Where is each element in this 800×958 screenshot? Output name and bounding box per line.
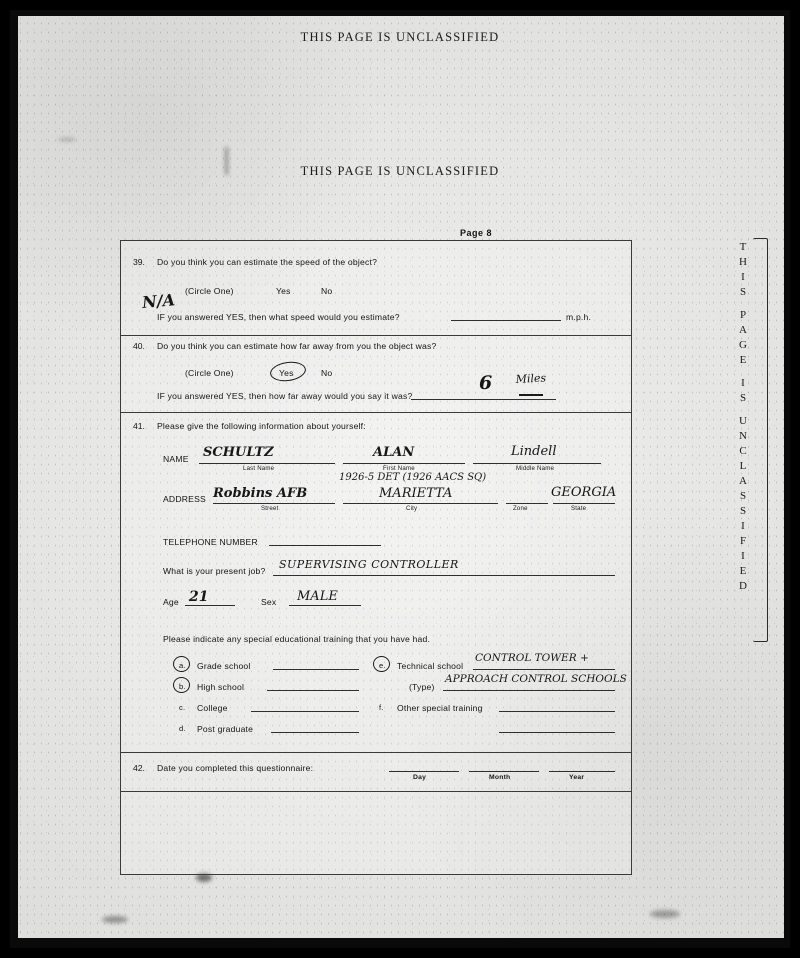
stamp-char: G [739,339,747,351]
q39-followup-text: IF you answered YES, then what speed would you estimate? [157,312,400,322]
stamp-char: D [739,580,747,592]
last-name-caption: Last Name [243,465,275,472]
telephone-label: TELEPHONE NUMBER [163,537,258,547]
questionnaire-form [120,240,632,875]
stamp-char: A [739,324,747,336]
section-divider [121,791,631,792]
q40-answer-value: 6 [479,372,493,394]
sex-line[interactable] [289,605,361,606]
scan-artifact-blob [102,916,128,923]
q42-day-line[interactable] [389,771,459,772]
telephone-line[interactable] [269,545,381,546]
q40-yes-circled-marker [269,360,307,384]
education-f-line[interactable] [499,711,615,712]
education-b-line[interactable] [267,690,359,691]
education-d-key: d. [179,724,186,733]
stamp-char: S [739,286,747,298]
education-e-value: CONTROL TOWER + [475,652,589,664]
state-caption: State [571,505,587,512]
education-e-key: e. [379,661,386,670]
education-a-label: Grade school [197,661,251,671]
scan-artifact-blob [650,910,680,918]
education-d-label: Post graduate [197,724,254,734]
stamp-char: P [739,309,747,321]
stamp-char: E [739,565,747,577]
street-line[interactable] [213,503,335,504]
city-caption: City [406,505,418,512]
q42-text: Date you completed this questionnaire: [157,763,314,773]
education-a-circled-marker [173,656,190,672]
age-line[interactable] [185,605,235,606]
classification-stamp-vertical [732,240,754,594]
street-caption: Street [261,505,279,512]
q40-number: 40. [133,341,145,351]
q41-text: Please give the following information about yourself: [157,421,366,431]
education-e-label: Technical school [397,661,464,671]
frame-edge-bottom [10,938,790,948]
street-value: Robbins AFB [213,486,308,501]
stamp-char: A [739,475,747,487]
first-name-value: ALAN [373,445,415,460]
q39-margin-answer: N/A [141,290,176,312]
frame-edge-left [10,10,18,948]
city-value: MARIETTA [379,486,453,501]
unit-designation-value: 1926-5 DET (1926 AACS SQ) [339,472,487,483]
frame-edge-top [10,10,790,16]
education-b-key: b. [179,682,186,691]
education-type-value: APPROACH CONTROL SCHOOLS [445,673,627,685]
education-f-line-2[interactable] [499,732,615,733]
stamp-char: C [739,445,747,457]
job-line[interactable] [273,575,615,576]
education-f-label: Other special training [397,703,483,713]
state-line[interactable] [553,503,615,504]
page-number-label: Page 8 [460,228,493,238]
q39-number: 39. [133,257,145,267]
q40-no-option[interactable]: No [321,368,333,378]
q40-text: Do you think you can estimate how far away from you the object was? [157,341,437,351]
education-e-line[interactable] [473,669,615,670]
stamp-char: I [741,550,745,562]
q39-yes-option[interactable]: Yes [276,286,291,296]
q42-month-caption: Month [489,774,511,781]
q42-number: 42. [133,763,145,773]
stamp-char: N [739,430,747,442]
q42-day-caption: Day [413,774,427,781]
stamp-char: H [739,256,747,268]
education-d-line[interactable] [271,732,359,733]
stamp-char: L [739,460,747,472]
q41-number: 41. [133,421,145,431]
education-c-label: College [197,703,228,713]
zone-caption: Zone [513,505,528,512]
address-label: ADDRESS [163,494,206,504]
last-name-line[interactable] [199,463,335,464]
city-line[interactable] [343,503,498,504]
education-c-key: c. [179,703,186,712]
sex-label: Sex [261,597,277,607]
q39-circle-one-label: (Circle One) [185,286,234,296]
last-name-value: SCHULTZ [203,445,274,460]
stamp-char: I [741,377,745,389]
q42-year-line[interactable] [549,771,615,772]
classification-header-middle: THIS PAGE IS UNCLASSIFIED [300,164,500,178]
q39-answer-line[interactable] [451,320,561,321]
section-divider [121,412,631,413]
vertical-stamp-bracket [753,238,768,642]
education-c-line[interactable] [251,711,359,712]
section-divider [121,752,631,753]
education-f-key: f. [379,703,384,712]
q40-answer-underline-mark [519,394,543,396]
zone-line[interactable] [506,503,548,504]
education-type-label: (Type) [409,682,435,692]
stamp-char: F [739,535,747,547]
name-label: NAME [163,454,189,464]
classification-header-top: THIS PAGE IS UNCLASSIFIED [300,30,500,44]
q39-unit-label: m.p.h. [566,312,592,322]
q40-answer-unit: Miles [515,371,547,386]
scanned-document-page [10,10,790,948]
middle-name-caption: Middle Name [516,465,555,472]
q39-no-option[interactable]: No [321,286,333,296]
education-b-circled-marker [173,677,190,693]
state-value: GEORGIA [551,485,617,500]
job-label: What is your present job? [163,566,266,576]
education-a-line[interactable] [273,669,359,670]
q42-month-line[interactable] [469,771,539,772]
stamp-char: T [739,241,747,253]
stamp-char: S [739,392,747,404]
stamp-char: I [741,520,745,532]
q40-answer-line[interactable] [411,399,556,400]
sex-value: MALE [297,589,338,604]
middle-name-line[interactable] [473,463,601,464]
stamp-char: E [739,354,747,366]
first-name-line[interactable] [343,463,465,464]
stamp-char: I [741,271,745,283]
q39-text: Do you think you can estimate the speed of the object? [157,257,378,267]
q42-year-caption: Year [569,774,585,781]
q40-followup-text: IF you answered YES, then how far away would you say it was? [157,391,413,401]
education-type-line[interactable] [443,690,615,691]
education-e-circled-marker [373,656,390,672]
section-divider [121,335,631,336]
stamp-char: S [739,490,747,502]
age-value: 21 [189,589,209,605]
q40-yes-option[interactable]: Yes [279,368,294,378]
q40-circle-one-label: (Circle One) [185,368,234,378]
stamp-char: U [739,415,747,427]
scan-artifact-streak [58,138,76,141]
education-instruction: Please indicate any special educational training that you have had. [163,634,431,644]
middle-name-value: Lindell [511,444,557,459]
first-name-caption: First Name [383,465,415,472]
stamp-char: S [739,505,747,517]
education-b-label: High school [197,682,245,692]
job-value: SUPERVISING CONTROLLER [279,558,459,571]
education-a-key: a. [179,661,186,670]
frame-edge-right [784,10,790,948]
age-label: Age [163,597,179,607]
